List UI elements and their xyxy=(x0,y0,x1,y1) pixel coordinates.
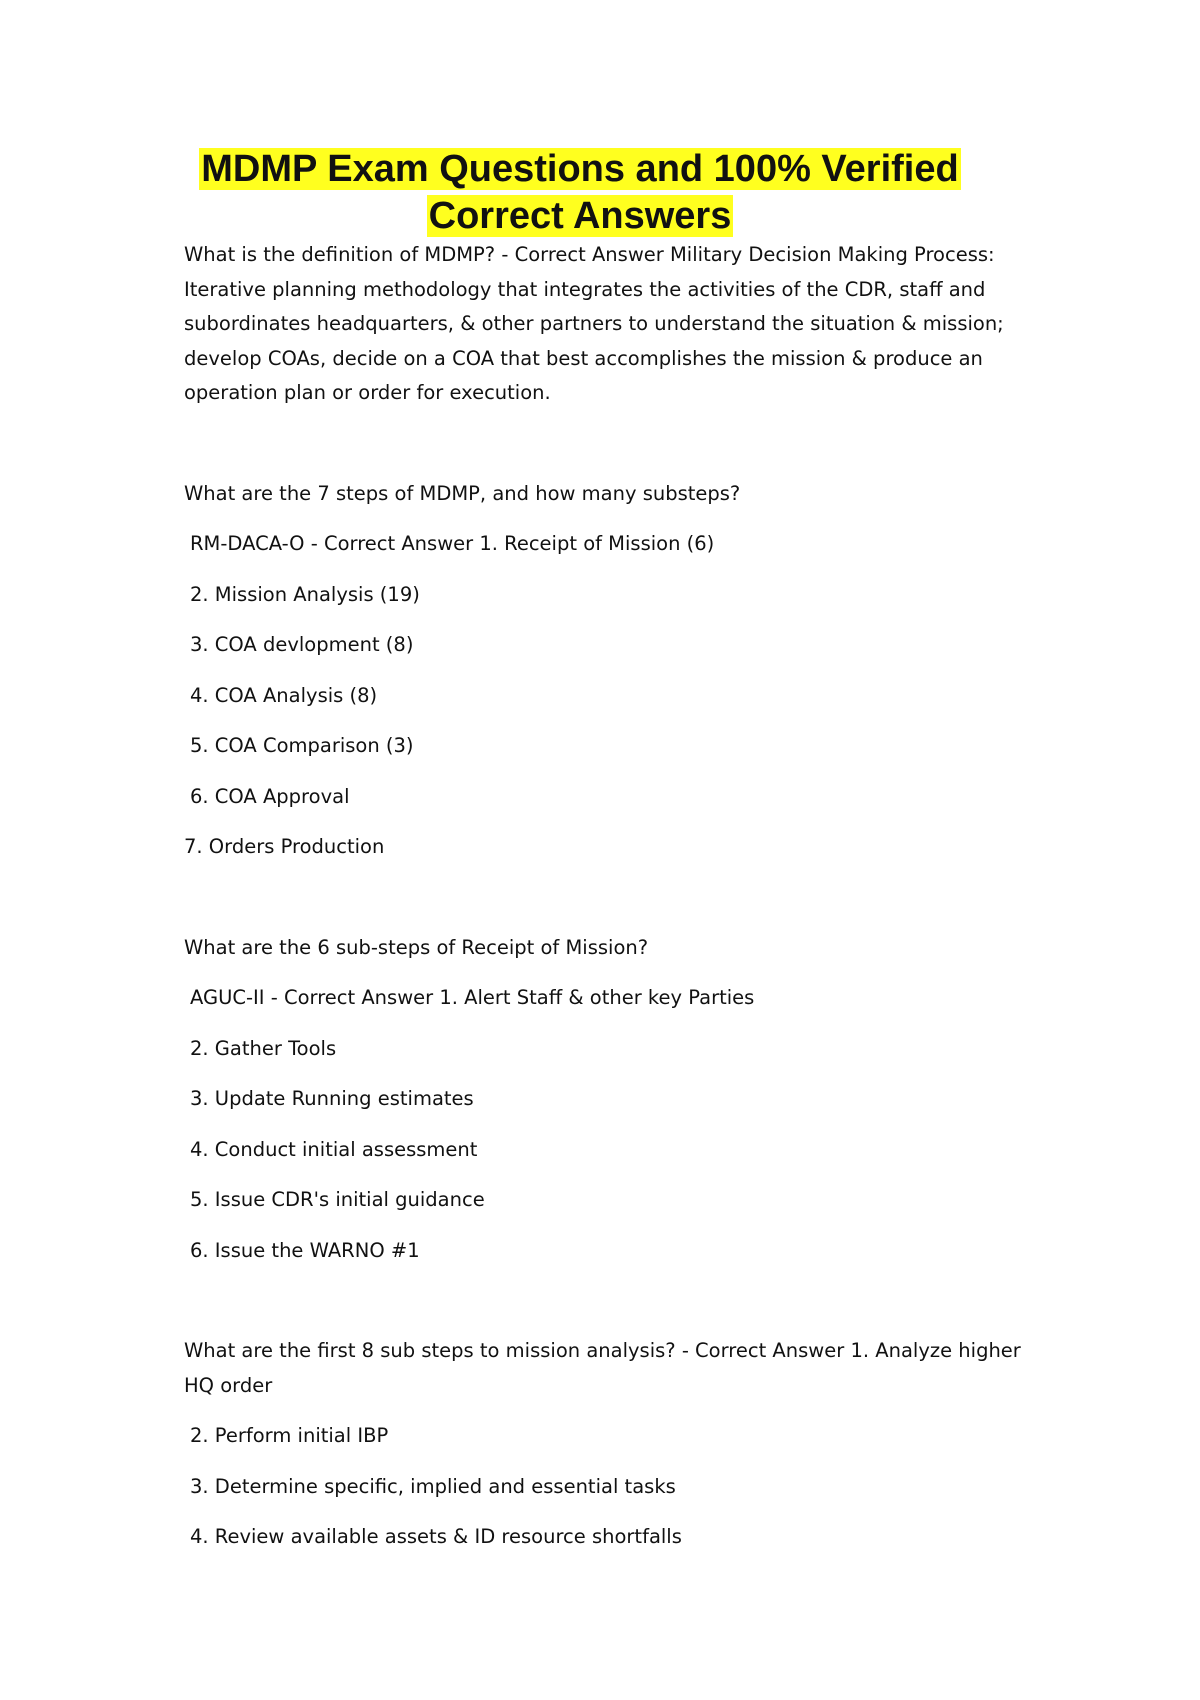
answer-line: 3. Determine specific, implied and essential tasks xyxy=(190,1474,676,1498)
intro-paragraph: What is the definition of MDMP? - Correct Answer Military Decision Making Process: Iterative planning methodology that integrates the activities of the CDR, staff and subordinates headquarters, & other partners to understand the situation & mission; develop COAs, decide on a COA that best accomplishes the mission & produce an operation plan or order for execution. xyxy=(184,243,1004,404)
question-2: What are the 6 sub-steps of Receipt of Mission? xyxy=(184,935,649,959)
title-line-2: Correct Answers xyxy=(428,195,732,237)
answer-line: 3. Update Running estimates xyxy=(190,1087,474,1110)
answer-line: 6. Issue the WARNO #1 xyxy=(190,1238,420,1262)
answer-line: 5. COA Comparison (3) xyxy=(190,734,414,757)
answer-line: 2. Gather Tools xyxy=(190,1036,337,1060)
answer-line: 5. Issue CDR's initial guidance xyxy=(190,1188,485,1211)
document-body xyxy=(184,238,1024,1555)
answer-line: 6. COA Approval xyxy=(190,784,350,808)
answer-line: 7. Orders Production xyxy=(184,835,385,858)
answer-line: 4. Review available assets & ID resource shortfalls xyxy=(190,1525,682,1548)
answer-line: 2. Perform initial IBP xyxy=(190,1424,389,1447)
title-line-1: MDMP Exam Questions and 100% Verified xyxy=(201,148,959,190)
answer-line: 4. Conduct initial assessment xyxy=(190,1137,478,1161)
question-1: What are the 7 steps of MDMP, and how many substeps? xyxy=(184,481,741,505)
answer-line: 3. COA devlopment (8) xyxy=(190,633,414,656)
document-title xyxy=(150,146,1010,240)
question-3: What are the first 8 sub steps to mission analysis? - Correct Answer 1. Analyze higher HQ order xyxy=(184,1339,1021,1397)
answer-line: AGUC-II - Correct Answer 1. Alert Staff & other key Parties xyxy=(190,986,755,1009)
answer-line: 2. Mission Analysis (19) xyxy=(190,582,420,606)
answer-line: RM-DACA-O - Correct Answer 1. Receipt of Mission (6) xyxy=(190,532,715,555)
answer-line: 4. COA Analysis (8) xyxy=(190,683,378,707)
